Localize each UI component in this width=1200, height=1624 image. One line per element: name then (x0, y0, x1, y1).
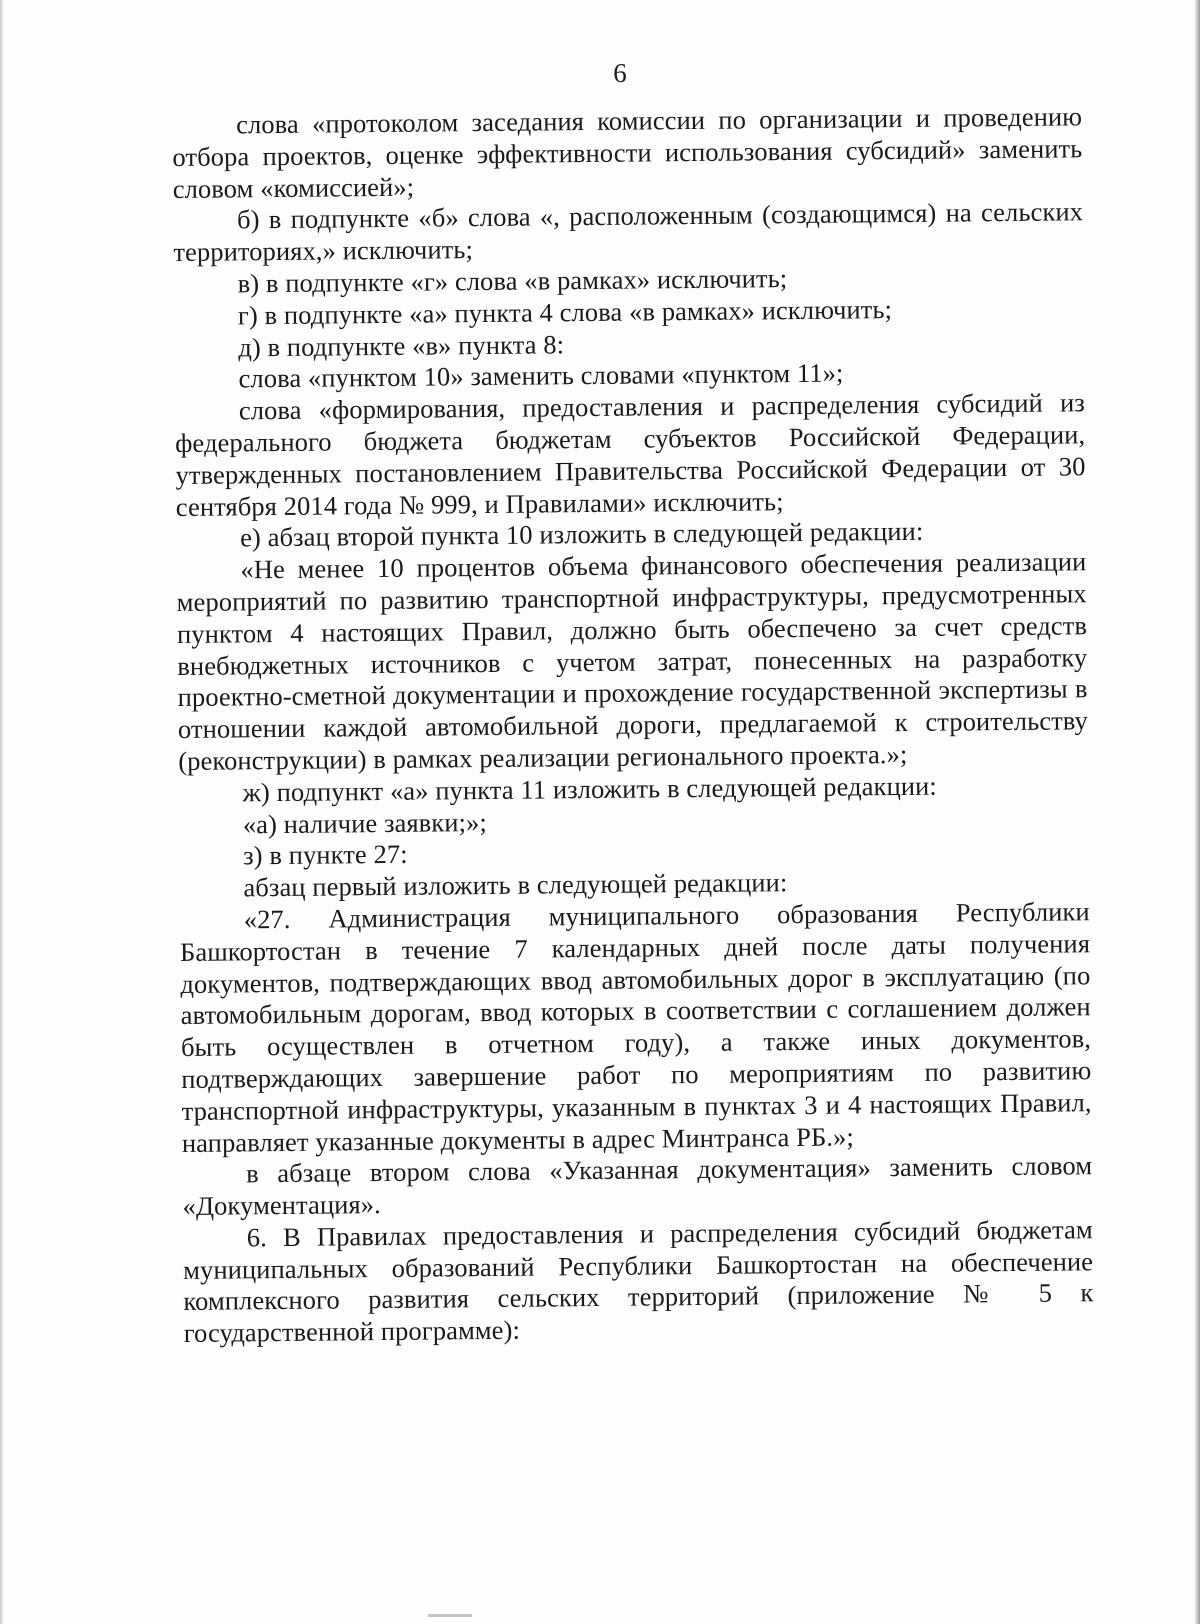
scan-artifact (428, 1614, 472, 1617)
document-body (172, 101, 1094, 1350)
paragraph: е) абзац второй пункта 10 изложить в следующей редакции: (239, 516, 924, 553)
paragraph: слова «пунктом 10» заменить словами «пунктом 11»; (238, 357, 844, 394)
scan-edge-left (0, 0, 4, 1624)
paragraph: з) в пункте 27: (243, 839, 408, 871)
paragraph: абзац первый изложить в следующей редакции: (243, 867, 788, 903)
paragraph: в) в подпункте «г» слова «в рамках» исключить; (237, 263, 788, 299)
paragraph: ж) подпункт «а» пункта 11 изложить в следующей редакции: (242, 770, 937, 808)
paragraph: «а) наличие заявки;»; (242, 806, 488, 839)
page-number: 6 (613, 58, 627, 88)
paragraph: «27. Администрация муниципального образования Республики Башкортостан в течение 7 календарных дней после даты получения документов, подтверждающих ввод автомобильных дорог в эксплуатацию (по автомобильным дорогам, ввод которых в соответствии с соглашением должен быть осуществлен в отчетном году), а также иных документов, подтверждающих завершение работ по мероприятиям по развитию транспортной инфраструктуры, указанным в пунктах 3 и 4 настоящих Правил, направляет указанные документы в адрес Минтранса РБ.»; (179, 896, 1092, 1158)
paragraph: слова «протоколом заседания комиссии по организации и проведению отбора проектов, оценке эффективности использования субсидий» заменить словом «комиссией»; (172, 101, 1083, 204)
scan-edge-right (1194, 0, 1200, 1624)
paragraph: слова «формирования, предоставления и распределения субсидий из федерального бюджета бюджетам субъектов Российской Федерации, утвержденных постановлением Правительства Российской Федерации от 30 сентября 2014 года № 999, и Правилами» исключить; (175, 387, 1086, 522)
paragraph: «Не менее 10 процентов объема финансового обеспечения реализации мероприятий по развитию транспортной инфраструктуры, предусмотренных пунктом 4 настоящих Правил, должно быть обеспечено за счет средств внебюджетных источников с учетом затрат, понесенных на разработку проектно-сметной документации и прохождение государственной экспертизы в отношении каждой автомобильной дороги, предлагаемой к строительству (реконструкции) в рамках реализации регионального проекта.»; (176, 546, 1089, 776)
paragraph: в абзаце втором слова «Указанная документация» заменить словом «Документация». (182, 1150, 1093, 1222)
paragraph: г) в подпункте «а» пункта 4 слова «в рамках» исключить; (237, 293, 893, 331)
paragraph: б) в подпункте «б» слова «, расположенным (создающимся) на сельских территориях,» исключить; (173, 196, 1084, 268)
paragraph: 6. В Правилах предоставления и распределения субсидий бюджетам муниципальных образований Республики Башкортостан на обеспечение комплексного развития сельских территорий (приложение № 5 к государственной программе): (182, 1214, 1094, 1349)
paragraph: д) в подпункте «в» пункта 8: (238, 328, 565, 362)
